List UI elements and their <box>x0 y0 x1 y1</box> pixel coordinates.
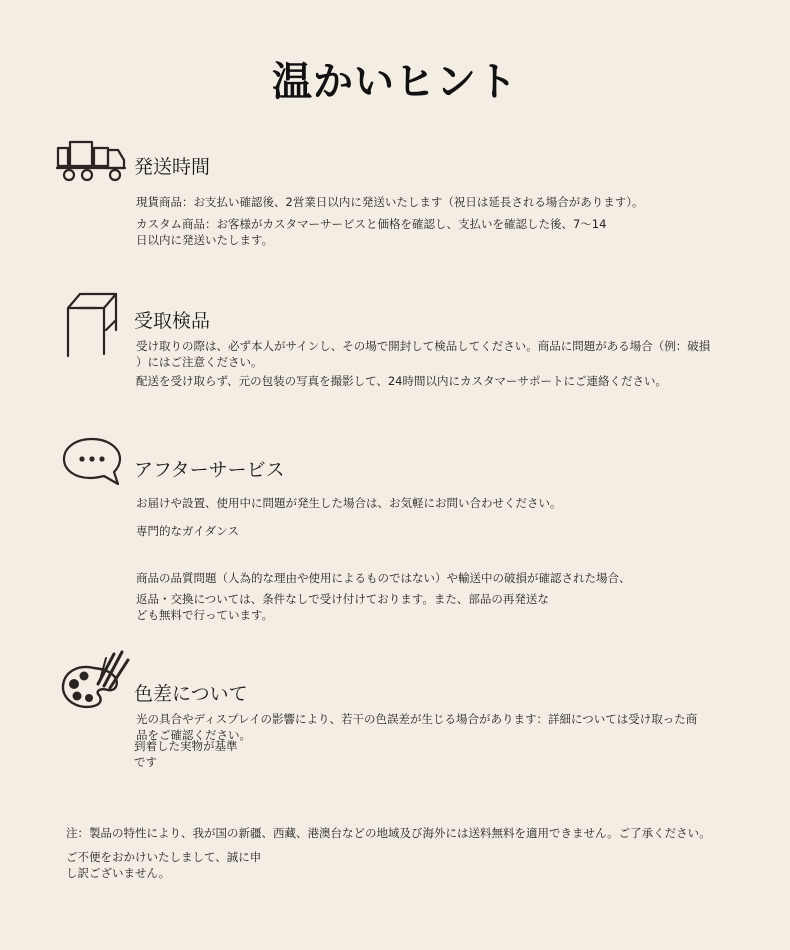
box-icon <box>60 290 126 360</box>
section-text: 商品の品質問題（人為的な理由や使用によるものではない）や輸送中の破損が確認された場合、 <box>136 571 631 585</box>
palette-icon <box>60 648 134 714</box>
section-heading-after-service: アフターサービス <box>134 459 285 481</box>
section-text: 返品・交換については、条件なしで受け付けております。また、部品の再発送な ども無料で行っています。 <box>136 592 549 622</box>
footer-note: 注：製品の特性により、我が国の新疆、西藏、港澳台などの地域及び海外には送料無料を適用できません。ご了承ください。 <box>66 826 711 840</box>
section-text: 受け取りの際は、必ず本人がサインし、その場で開封して検品してください。商品に問題がある場合（例：破損 ）にはご注意ください。 <box>136 339 711 369</box>
chat-bubble-icon <box>60 436 124 488</box>
footer-apology: ご不便をおかけいたしまして、誠に申 し訳ございません。 <box>66 850 262 880</box>
section-text: 到着した実物が基準 です <box>134 739 238 769</box>
section-text: お届けや設置、使用中に問題が発生した場合は、お気軽にお問い合わせください。 <box>136 496 562 510</box>
section-text: 配送を受け取らず、元の包装の写真を撮影して、24時間以内にカスタマーサポートにご連絡ください。 <box>136 374 667 388</box>
section-text: カスタム商品：お客様がカスタマーサービスと価格を確認し、支払いを確認した後、7〜14 日以内に発送いたします。 <box>136 217 607 247</box>
truck-icon <box>55 138 127 184</box>
section-heading-inspection: 受取検品 <box>134 310 211 332</box>
page-title: 温かいヒント <box>272 59 518 105</box>
section-text: 専門的なガイダンス <box>136 524 239 538</box>
section-text: 光の具合やディスプレイの影響により、若干の色誤差が生じる場合があります：詳細については受け取った商 品をご確認ください。 <box>136 712 698 742</box>
section-text: 現貨商品：お支払い確認後、2営業日以内に発送いたします（祝日は延長される場合があります）。 <box>136 195 644 209</box>
section-heading-shipping: 発送時間 <box>134 156 211 178</box>
section-heading-color-difference: 色差について <box>134 683 248 705</box>
